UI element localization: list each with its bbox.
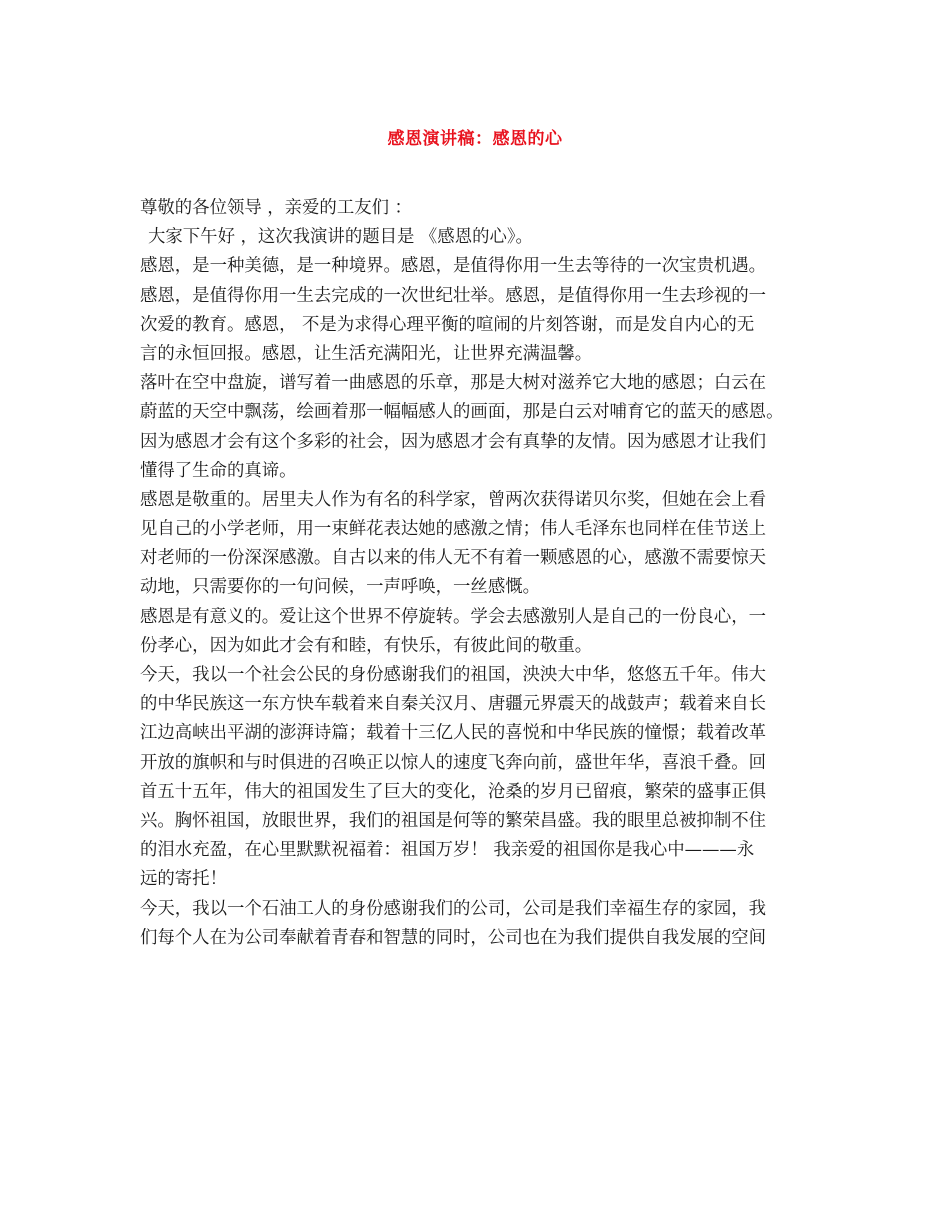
body-line: 远的寄托！ [140, 869, 227, 890]
body-line: 对老师的一份深深感激。自古以来的伟人无不有着一颗感恩的心，感激不需要惊天 [140, 548, 767, 569]
body-line: 江边高峡出平湖的澎湃诗篇；载着十三亿人民的喜悦和中华民族的憧憬；载着改革 [140, 723, 767, 744]
body-line: 今天，我以一个石油工人的身份感谢我们的公司，公司是我们幸福生存的家园，我 [140, 898, 767, 919]
body-line: 落叶在空中盘旋，谱写着一曲感恩的乐章，那是大树对滋养它大地的感恩；白云在 [140, 373, 767, 394]
body-line: 的中华民族这一东方快车载着来自秦关汉月、唐疆元界震天的战鼓声；载着来自长 [140, 694, 767, 715]
salutation-line: 尊敬的各位领导 ，亲爱的工友们 ： [140, 198, 412, 218]
body-line: 的泪水充盈，在心里默默祝福着：祖国万岁！ 我亲爱的祖国你是我心中———永 [140, 840, 755, 861]
body-line: 感恩是敬重的。居里夫人作为有名的科学家，曾两次获得诺贝尔奖，但她在会上看 [140, 489, 767, 510]
body-line: 因为感恩才会有这个多彩的社会，因为感恩才会有真挚的友情。因为感恩才让我们 [140, 431, 767, 452]
body-line: 见自己的小学老师，用一束鲜花表达她的感激之情；伟人毛泽东也同样在佳节送上 [140, 519, 767, 540]
body-line: 言的永恒回报。感恩，让生活充满阳光，让世界充满温馨。 [140, 343, 593, 364]
body-line: 份孝心，因为如此才会有和睦，有快乐，有彼此间的敬重。 [140, 635, 593, 656]
body-line: 感恩，是一种美德，是一种境界。感恩，是值得你用一生去等待的一次宝贵机遇。 [140, 256, 767, 277]
body-line: 感恩，是值得你用一生去完成的一次世纪壮举。感恩，是值得你用一生去珍视的一 [140, 285, 767, 306]
body-line: 蔚蓝的天空中飘荡，绘画着那一幅幅感人的画面，那是白云对哺育它的蓝天的感恩。 [140, 402, 784, 423]
body-line: 今天，我以一个社会公民的身份感谢我们的祖国，泱泱大中华，悠悠五千年。伟大 [140, 665, 767, 685]
document-body [140, 194, 830, 953]
body-line: 兴。胸怀祖国，放眼世界，我们的祖国是何等的繁荣昌盛。我的眼里总被抑制不住 [140, 810, 767, 831]
body-line: 首五十五年，伟大的祖国发生了巨大的变化，沧桑的岁月已留痕，繁荣的盛事正俱 [140, 781, 767, 802]
greeting-line: 大家下午好 ，这次我演讲的题目是 《感恩的心》。 [148, 227, 533, 248]
body-line: 们每个人在为公司奉献着青春和智慧的同时，公司也在为我们提供自我发展的空间 [140, 927, 767, 948]
body-line: 次爱的教育。感恩， 不是为求得心理平衡的喧闹的片刻答谢，而是发自内心的无 [140, 314, 755, 335]
body-line: 开放的旗帜和与时俱进的召唤正以惊人的速度飞奔向前，盛世年华，喜浪千叠。回 [140, 752, 767, 773]
body-line: 感恩是有意义的。爱让这个世界不停旋转。学会去感激别人是自己的一份良心，一 [140, 606, 767, 627]
body-line: 动地，只需要你的一句问候，一声呼唤，一丝感慨。 [140, 577, 540, 598]
body-line: 懂得了生命的真谛。 [140, 460, 297, 481]
document-title: 感恩演讲稿：感恩的心 [387, 129, 563, 149]
